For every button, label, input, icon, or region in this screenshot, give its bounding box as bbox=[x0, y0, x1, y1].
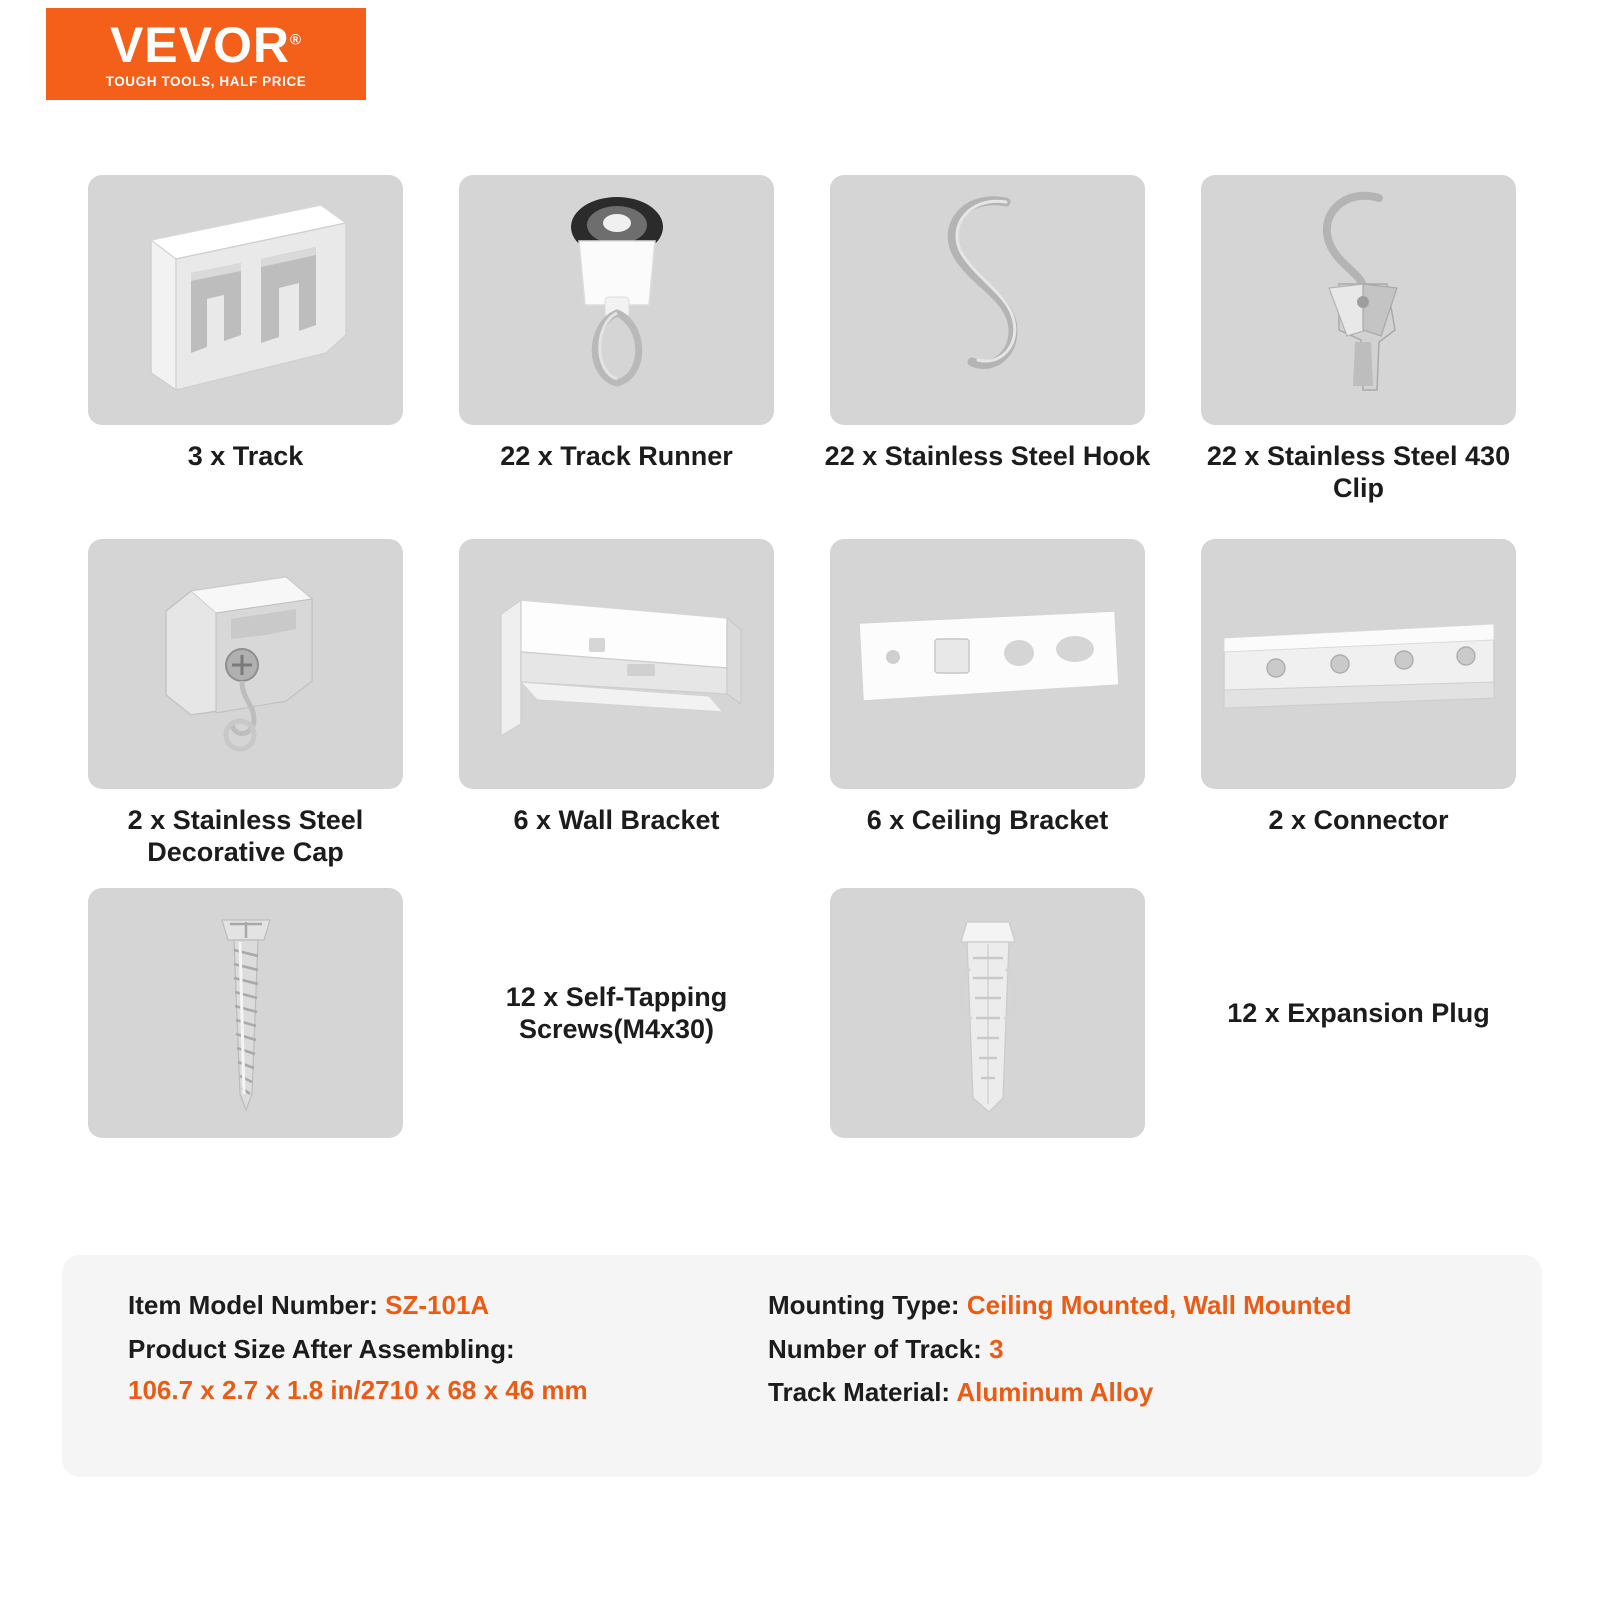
part-item-track bbox=[60, 175, 431, 505]
part-caption: 2 x Stainless Steel Decorative Cap bbox=[127, 804, 364, 867]
part-caption: 22 x Track Runner bbox=[500, 441, 733, 471]
part-item-decorative-cap bbox=[60, 539, 431, 869]
spec-track-count-label: Number of Track: bbox=[768, 1333, 982, 1364]
clip-icon bbox=[1259, 180, 1459, 420]
wall-bracket-thumbnail bbox=[459, 539, 774, 789]
track-runner-thumbnail bbox=[459, 175, 774, 425]
part-caption: 22 x Stainless Steel 430 Clip bbox=[1206, 441, 1511, 503]
part-item-clip bbox=[1173, 175, 1544, 505]
screw-icon bbox=[186, 898, 306, 1128]
part-caption: 6 x Wall Bracket bbox=[513, 804, 720, 835]
part-item-ceiling-bracket bbox=[802, 539, 1173, 869]
spec-size-value: 106.7 x 2.7 x 1.8 in/2710 x 68 x 46 mm bbox=[128, 1375, 588, 1406]
spec-size-label: Product Size After Assembling: bbox=[128, 1333, 515, 1364]
ceiling-bracket-thumbnail bbox=[830, 539, 1145, 789]
parts-row bbox=[60, 888, 1545, 1138]
spec-model-value: SZ-101A bbox=[385, 1290, 490, 1320]
vevor-logo bbox=[46, 8, 366, 100]
wall-bracket-icon bbox=[477, 564, 757, 764]
part-item-screw bbox=[60, 888, 431, 1138]
brand-name-text: VEVOR bbox=[109, 16, 290, 73]
expansion-plug-caption: 12 x Expansion Plug bbox=[1227, 998, 1490, 1029]
part-caption: 3 x Track bbox=[187, 441, 304, 471]
spec-mounting-value: Ceiling Mounted, Wall Mounted bbox=[966, 1290, 1352, 1320]
spec-mounting-label: Mounting Type: bbox=[768, 1290, 960, 1320]
expansion-plug-icon bbox=[923, 898, 1053, 1128]
part-caption: 6 x Ceiling Bracket bbox=[866, 804, 1109, 835]
part-caption: 22 x Stainless Steel Hook bbox=[824, 441, 1151, 471]
part-caption: 2 x Connector bbox=[1268, 804, 1449, 835]
decorative-cap-icon bbox=[136, 549, 356, 779]
decorative-cap-thumbnail bbox=[88, 539, 403, 789]
expansion-plug-thumbnail bbox=[830, 888, 1145, 1138]
clip-thumbnail bbox=[1201, 175, 1516, 425]
spec-size-value-line bbox=[128, 1372, 768, 1410]
spec-mounting bbox=[768, 1287, 1468, 1325]
specifications-panel bbox=[62, 1255, 1542, 1477]
spec-material-label: Track Material: bbox=[768, 1377, 951, 1408]
connector-icon bbox=[1214, 594, 1504, 734]
track-runner-icon bbox=[517, 185, 717, 415]
track-thumbnail bbox=[88, 175, 403, 425]
spec-size-label-line bbox=[128, 1331, 768, 1369]
parts-grid bbox=[60, 175, 1545, 1138]
ceiling-bracket-icon bbox=[843, 589, 1133, 739]
track-icon bbox=[121, 185, 371, 415]
screw-caption: 12 x Self-Tapping Screws(M4x30) bbox=[505, 982, 728, 1045]
part-item-track-runner bbox=[431, 175, 802, 505]
brand-tagline: TOUGH TOOLS, HALF PRICE bbox=[105, 73, 307, 89]
spec-model-label: Item Model Number: bbox=[128, 1290, 378, 1320]
s-hook-icon bbox=[888, 180, 1088, 420]
parts-row bbox=[60, 539, 1545, 869]
part-item-wall-bracket bbox=[431, 539, 802, 869]
spec-track-count bbox=[768, 1331, 1468, 1369]
brand-name bbox=[109, 16, 303, 73]
screw-thumbnail bbox=[88, 888, 403, 1138]
connector-thumbnail bbox=[1201, 539, 1516, 789]
part-item-expansion-plug bbox=[802, 888, 1173, 1138]
s-hook-thumbnail bbox=[830, 175, 1145, 425]
spec-track-count-value: 3 bbox=[989, 1333, 1004, 1364]
spec-model bbox=[128, 1287, 768, 1325]
spec-material-value: Aluminum Alloy bbox=[956, 1377, 1154, 1408]
part-item-connector bbox=[1173, 539, 1544, 869]
parts-row bbox=[60, 175, 1545, 505]
spec-material bbox=[768, 1374, 1468, 1412]
part-item-s-hook bbox=[802, 175, 1173, 505]
registered-mark: ® bbox=[290, 30, 303, 48]
